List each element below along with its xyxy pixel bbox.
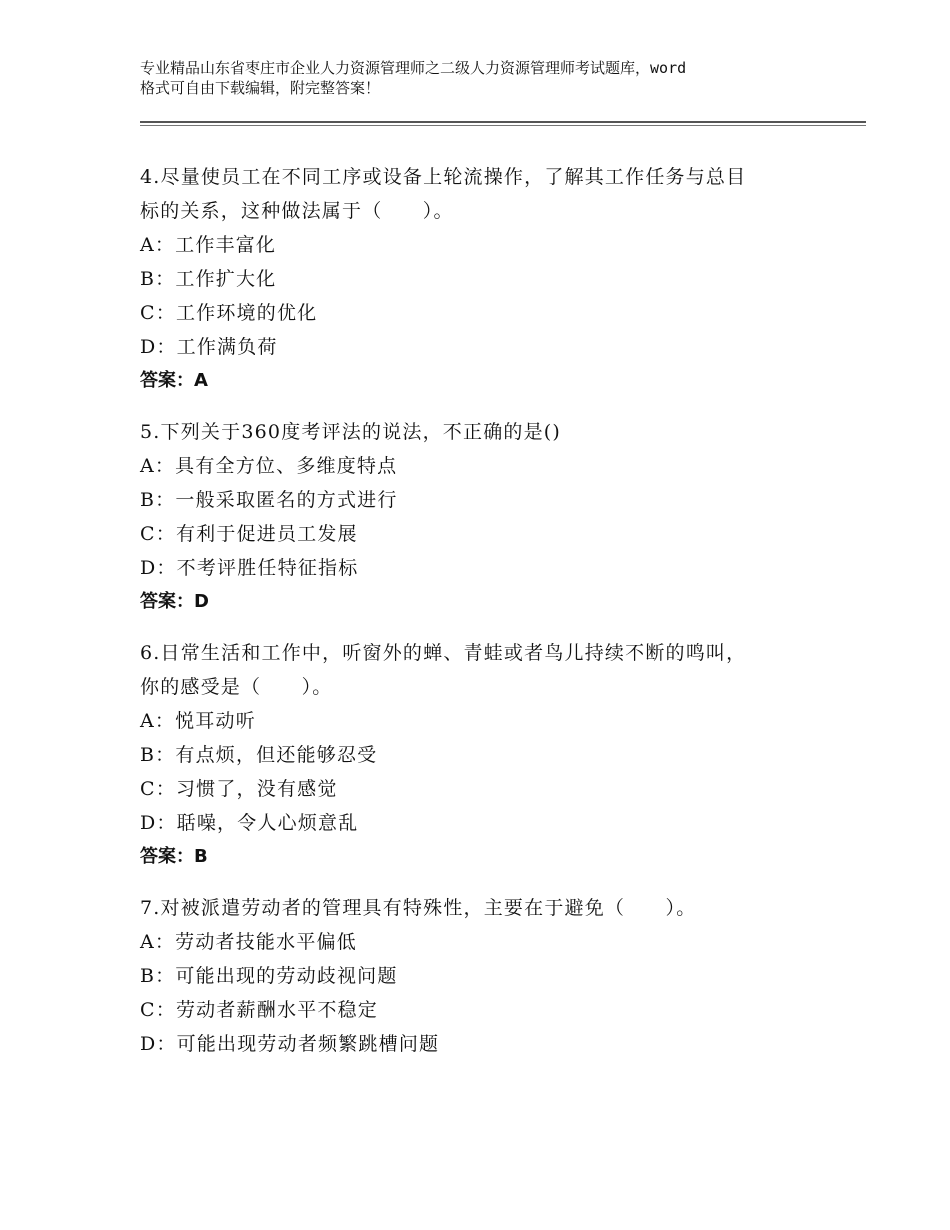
option-c: C：劳动者薪酬水平不稳定 <box>140 999 378 1021</box>
answer-label: 答案：D <box>140 591 209 612</box>
question-5 <box>140 415 840 619</box>
option-b: B：可能出现的劳动歧视问题 <box>140 965 398 987</box>
option-c: C：习惯了，没有感觉 <box>140 778 338 800</box>
document-header <box>140 58 840 98</box>
answer-label: 答案：B <box>140 846 208 867</box>
option-a: A：具有全方位、多维度特点 <box>140 455 398 477</box>
option-c: C：有利于促进员工发展 <box>140 523 358 545</box>
header-line-2: 格式可自由下载编辑，附完整答案！ <box>140 79 381 97</box>
answer-label: 答案：A <box>140 370 208 391</box>
option-a: A：悦耳动听 <box>140 710 256 732</box>
question-4 <box>140 160 840 398</box>
question-stem-line: 7.对被派遣劳动者的管理具有特殊性，主要在于避免（ ）。 <box>140 897 697 919</box>
header-rule-thick <box>140 121 866 123</box>
option-b: B：工作扩大化 <box>140 268 277 290</box>
option-b: B：有点烦，但还能够忍受 <box>140 744 378 766</box>
option-d: D：工作满负荷 <box>140 336 278 358</box>
option-d: D：可能出现劳动者频繁跳槽问题 <box>140 1033 440 1055</box>
option-d: D：聒噪，令人心烦意乱 <box>140 812 359 834</box>
option-b: B：一般采取匿名的方式进行 <box>140 489 398 511</box>
header-line-1: 专业精品山东省枣庄市企业人力资源管理师之二级人力资源管理师考试题库，word <box>140 59 687 77</box>
question-stem-line: 你的感受是（ ）。 <box>140 676 333 698</box>
question-stem-line: 5.下列关于360度考评法的说法，不正确的是() <box>140 421 562 443</box>
header-rule-thin <box>140 125 866 126</box>
option-a: A：劳动者技能水平偏低 <box>140 931 357 953</box>
question-list <box>140 160 840 1078</box>
option-d: D：不考评胜任特征指标 <box>140 557 359 579</box>
question-stem-line: 标的关系，这种做法属于（ ）。 <box>140 200 454 222</box>
question-stem-line: 4.尽量使员工在不同工序或设备上轮流操作，了解其工作任务与总目 <box>140 166 747 188</box>
option-a: A：工作丰富化 <box>140 234 277 256</box>
question-7 <box>140 891 840 1061</box>
option-c: C：工作环境的优化 <box>140 302 318 324</box>
question-stem-line: 6.日常生活和工作中，听窗外的蝉、青蛙或者鸟儿持续不断的鸣叫， <box>140 642 747 664</box>
question-6 <box>140 636 840 874</box>
